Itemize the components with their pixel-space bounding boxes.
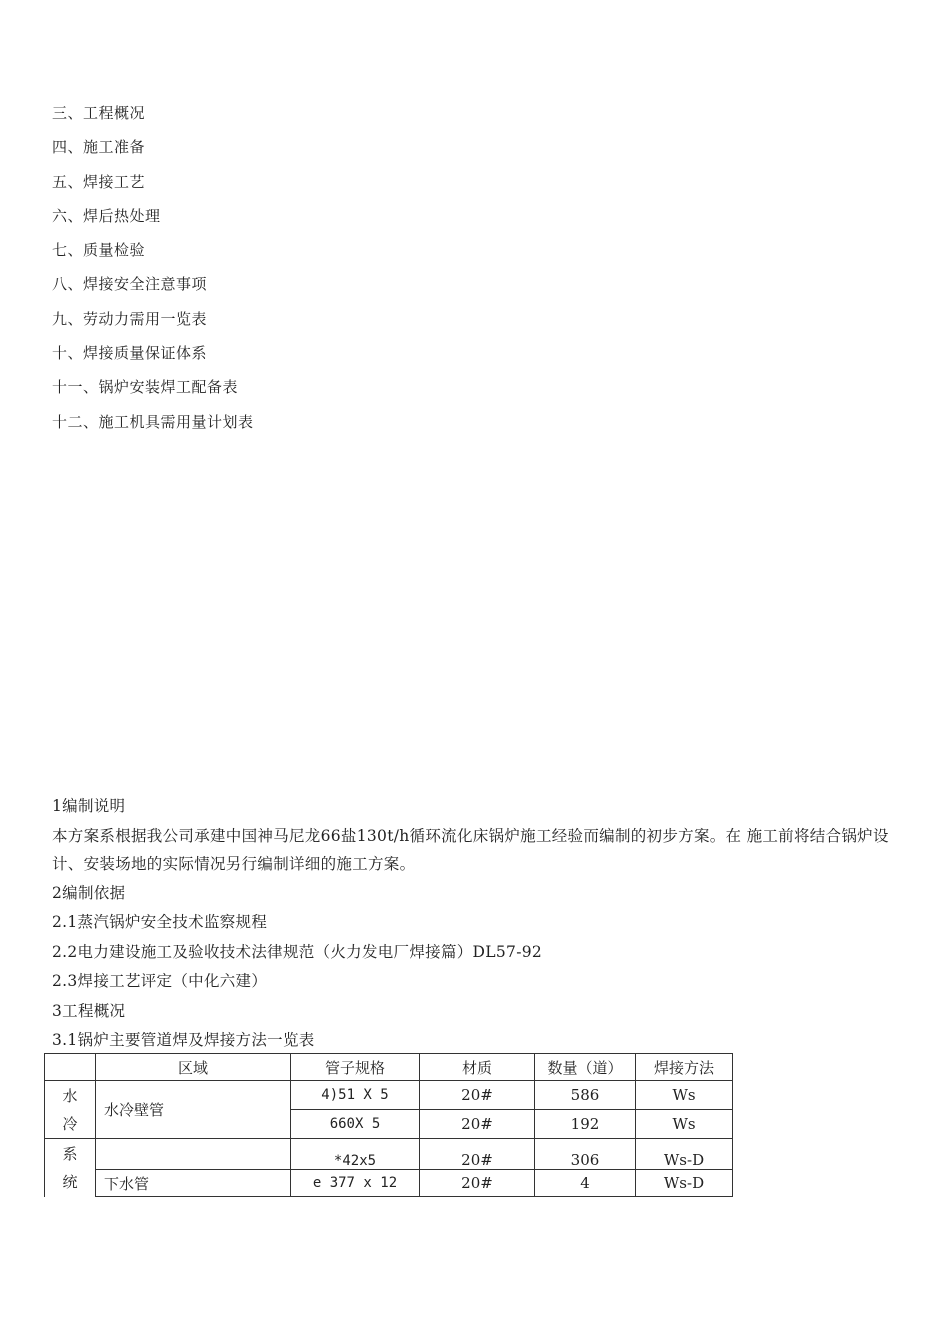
toc-item: 九、劳动力需用一览表	[52, 309, 208, 328]
table-row	[45, 1170, 733, 1197]
section-2-2: 2.2电力建设施工及验收技术法律规范（火力发电厂焊接篇）DL57-92	[52, 942, 543, 961]
table-header-cell: 数量（道）	[535, 1054, 636, 1081]
table-header-row	[45, 1054, 733, 1081]
qty-cell: 306	[535, 1139, 636, 1170]
toc-item: 五、焊接工艺	[52, 172, 146, 191]
qty-cell: 586	[535, 1081, 636, 1110]
section-2-3: 2.3焊接工艺评定（中化六建）	[52, 972, 268, 990]
group-label-cell	[45, 1081, 96, 1139]
table-header-cell: 管子规格	[291, 1054, 420, 1081]
material-cell: 20#	[420, 1081, 535, 1110]
group-label-cell	[45, 1139, 96, 1197]
toc-item: 六、焊后热处理	[52, 206, 161, 225]
group-char: 系	[62, 1144, 78, 1163]
toc-item: 三、工程概况	[52, 104, 146, 122]
section-2-1: 2.1蒸汽锅炉安全技术监察规程	[52, 913, 268, 931]
material-cell: 20#	[420, 1170, 535, 1197]
section-3-1: 3.1锅炉主要管道焊及焊接方法一览表	[52, 1031, 315, 1049]
method-cell: Ws-D	[636, 1170, 733, 1197]
group-char: 冷	[62, 1114, 78, 1133]
method-cell: Ws	[636, 1081, 733, 1110]
qty-cell: 4	[535, 1170, 636, 1197]
spec-cell: e 377 x 12	[291, 1170, 420, 1197]
table-header-cell	[45, 1054, 96, 1081]
section-heading-2: 2编制依据	[52, 883, 126, 902]
section-heading-1: 1编制说明	[52, 797, 126, 815]
method-cell: Ws-D	[636, 1139, 733, 1170]
spec-cell: 660X 5	[291, 1110, 420, 1139]
area-cell	[96, 1139, 291, 1170]
table-header-cell: 焊接方法	[636, 1054, 733, 1081]
spec-cell: *42x5	[291, 1139, 420, 1170]
method-cell: Ws	[636, 1110, 733, 1139]
toc-item: 七、质量检验	[52, 241, 146, 260]
group-char: 统	[62, 1172, 78, 1191]
toc-item: 八、焊接安全注意事项	[52, 275, 208, 294]
table-header-cell: 材质	[420, 1054, 535, 1081]
group-char: 水	[62, 1086, 78, 1105]
table-row	[45, 1139, 733, 1170]
document-body	[52, 792, 912, 1056]
section-1-paragraph: 本方案系根据我公司承建中国神马尼龙66盐130t/h循环流化床锅炉施工经验而编制的初步方案。在 施工前将结合锅炉设计、安装场地的实际情况另行编制详细的施工方案。	[52, 826, 889, 873]
table-row	[45, 1081, 733, 1110]
toc-item: 十、焊接质量保证体系	[52, 344, 208, 363]
pipe-welding-table	[44, 1053, 733, 1197]
spec-cell: 4)51 X 5	[291, 1081, 420, 1110]
table-of-contents	[52, 100, 254, 443]
area-cell: 下水管	[96, 1170, 291, 1197]
material-cell: 20#	[420, 1139, 535, 1170]
table-header-cell: 区域	[96, 1054, 291, 1081]
toc-item: 十一、锅炉安装焊工配备表	[52, 378, 239, 397]
area-cell: 水冷壁管	[96, 1081, 291, 1139]
toc-item: 十二、施工机具需用量计划表	[52, 412, 254, 431]
material-cell: 20#	[420, 1110, 535, 1139]
toc-item: 四、施工准备	[52, 138, 146, 157]
section-heading-3: 3工程概况	[52, 1001, 126, 1020]
qty-cell: 192	[535, 1110, 636, 1139]
